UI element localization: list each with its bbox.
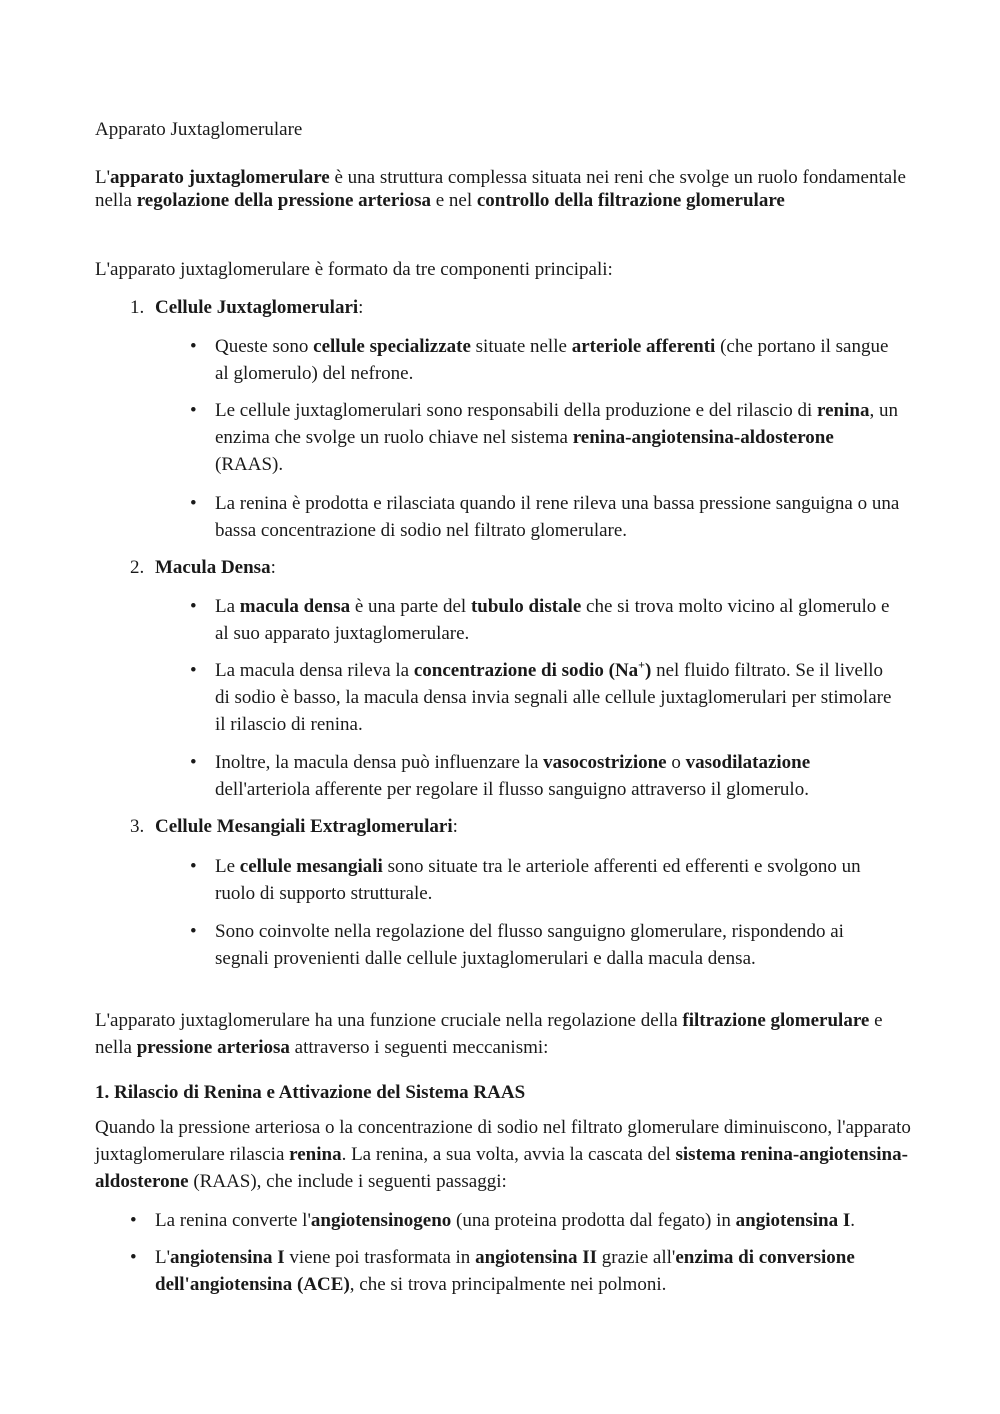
bullet-icon: • [190,336,197,357]
bullet-item [190,333,900,387]
text-run: . [850,1210,855,1231]
text-run: è una struttura complessa situata nei reni che svolge un ruolo fondamentale nella [95,167,906,211]
bullet-item [190,490,900,544]
item-number: 2. [130,557,145,578]
bold-run: angiotensina II [475,1247,598,1268]
bullet-text [215,657,900,738]
bullet-item [190,397,900,478]
bullet-item [190,749,900,803]
text-run: Queste sono [215,336,314,357]
bullet-icon: • [190,752,197,773]
bullet-text [215,490,900,544]
text-run: che si trova molto vicino al glomerulo e al suo apparato juxtaglomerulare. [215,596,890,644]
text-run: (che portano il sangue al glomerulo) del nefrone. [215,336,889,384]
superscript-plus: + [638,657,646,672]
bullet-icon: • [190,921,197,942]
bold-text: concentrazione di sodio (Na [413,660,639,681]
bullet-icon: • [190,596,197,617]
text-run: viene poi trasformata in [284,1247,476,1268]
text-run: La [215,596,240,617]
document-title: Apparato Juxtaglomerulare [95,119,303,140]
bullet-text [155,1244,910,1298]
bullet-item [190,853,900,907]
item-colon: : [452,816,458,837]
function-paragraph [95,1007,915,1061]
text-run: , un enzima che svolge un ruolo chiave nel sistema [215,400,898,448]
item-colon: : [358,297,364,318]
text-run: è una parte del [350,596,471,617]
numbered-item-2 [130,556,276,580]
bullet-icon: • [130,1210,137,1231]
bold-run: apparato juxtaglomerulare [110,167,330,188]
text-run: La renina converte l' [155,1210,311,1231]
text-run: e nella [95,1010,883,1058]
bullet-text [215,397,900,478]
bullet-item [190,918,900,972]
text-run: Le [215,856,240,877]
text-run: Inoltre, la macula densa può influenzare la [215,752,544,773]
bold-run: renina [817,400,870,421]
bullet-icon: • [130,1247,137,1268]
bold-run: vasodilatazione [685,752,811,773]
text-run: grazie all' [597,1247,676,1268]
text-run: (RAAS), che include i seguenti passaggi: [188,1171,507,1192]
bold-run: regolazione della pressione arteriosa [136,190,431,211]
bold-run: renina-angiotensina-aldosterone [572,427,834,448]
numbered-item-3 [130,815,458,839]
bold-run: cellule mesangiali [239,856,383,877]
text-run: dell'arteriola afferente per regolare il flusso sanguigno attraverso il glomerulo. [215,779,809,800]
text-run: nel fluido filtrato. Se il livello di sodio è basso, la macula densa invia segnali alle cellule juxtaglomerulari per stimolare il rilascio di renina. [215,660,892,735]
item-heading: Cellule Mesangiali Extraglomerulari [155,816,453,837]
bullet-icon: • [190,400,197,421]
bullet-text [215,918,900,972]
item-number: 3. [130,816,145,837]
bullet-text [215,853,900,907]
bold-run: arteriole afferenti [571,336,716,357]
bold-run: enzima di conversione dell'angiotensina (ACE) [155,1247,855,1295]
bold-run: tubulo distale [470,596,582,617]
bold-run: cellule specializzate [313,336,471,357]
item-colon: : [270,557,276,578]
bold-run: sistema renina-angiotensina-aldosterone [95,1144,908,1192]
intro-paragraph [95,166,915,212]
item-heading: Cellule Juxtaglomerulari [155,297,359,318]
text-run: o [666,752,686,773]
text-run: La macula densa rileva la [215,660,414,681]
bold-text: ) [645,660,652,681]
bold-run: filtrazione glomerulare [682,1010,870,1031]
text-run: L'apparato juxtaglomerulare ha una funzione cruciale nella regolazione della [95,1010,683,1031]
text-run: , che si trova principalmente nei polmoni. [349,1274,667,1295]
bold-run: angiotensina I [735,1210,851,1231]
bullet-text [215,749,900,803]
bullet-icon: • [190,493,197,514]
raas-paragraph [95,1114,915,1195]
item-heading: Macula Densa [155,557,271,578]
text-run: (una proteina prodotta dal fegato) in [451,1210,736,1231]
bold-run: vasocostrizione [543,752,667,773]
text-run: Quando la pressione arteriosa o la concentrazione di sodio nel filtrato glomerulare diminuiscono, l'apparato juxtaglomerulare rilascia [95,1117,911,1165]
bullet-icon: • [190,856,197,877]
bullet-item [130,1207,910,1234]
bold-run: macula densa [239,596,351,617]
bold-run: angiotensina I [170,1247,285,1268]
bold-run: pressione arteriosa [136,1037,290,1058]
numbered-item-1 [130,296,363,320]
text-run: L' [155,1247,171,1268]
section-subheading: 1. Rilascio di Renina e Attivazione del Sistema RAAS [95,1082,526,1103]
bold-run: renina [289,1144,342,1165]
text-run: L' [95,167,111,188]
bullet-text [215,593,900,647]
text-run: (RAAS). [215,454,284,475]
bullet-text [215,333,900,387]
text-run: sono situate tra le arteriole afferenti ed efferenti e svolgono un ruolo di supporto strutturale. [215,856,861,904]
bold-run: controllo della filtrazione glomerulare [476,190,785,211]
text-run: . La renina, a sua volta, avvia la cascata del [341,1144,676,1165]
bullet-text [155,1207,910,1234]
bullet-item [190,657,900,738]
item-number: 1. [130,297,145,318]
text-run: Sono coinvolte nella regolazione del flusso sanguigno glomerulare, rispondendo ai segnali provenienti dalle cellule juxtaglomerulari e dalla macula densa. [215,921,844,969]
text-run: attraverso i seguenti meccanismi: [289,1037,549,1058]
bold-run: angiotensinogeno [310,1210,452,1231]
text-run: La renina è prodotta e rilasciata quando il rene rileva una bassa pressione sanguigna o una bassa concentrazione di sodio nel filtrato glomerulare. [215,493,900,541]
text-run: e nel [430,190,477,211]
text-run: Le cellule juxtaglomerulari sono responsabili della produzione e del rilascio di [215,400,818,421]
bullet-icon: • [190,660,197,681]
components-intro: L'apparato juxtaglomerulare è formato da tre componenti principali: [95,259,613,280]
text-run: situate nelle [470,336,572,357]
bullet-item [190,593,900,647]
bullet-item [130,1244,910,1298]
bold-run [413,657,652,681]
